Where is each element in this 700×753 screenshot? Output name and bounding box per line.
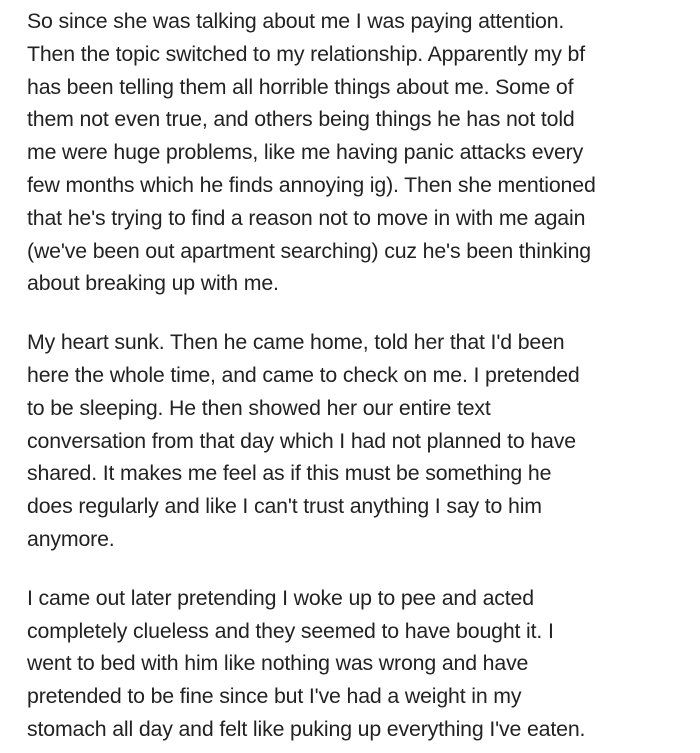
text-line: My heart sunk. Then he came home, told her that I'd been	[27, 330, 565, 355]
text-line: about breaking up with me.	[27, 271, 279, 296]
text-line: does regularly and like I can't trust anything I say to him	[27, 494, 542, 519]
text-line: shared. It makes me feel as if this must be something he	[27, 461, 552, 486]
text-line: me were huge problems, like me having panic attacks every	[27, 140, 584, 165]
text-line: pretended to be fine since but I've had a weight in my	[27, 684, 522, 709]
text-line: few months which he finds annoying ig). Then she mentioned	[27, 172, 596, 197]
text-line: here the whole time, and came to check on me. I pretended	[27, 362, 580, 387]
text-line: went to bed with him like nothing was wrong and have	[27, 651, 529, 676]
text-line: conversation from that day which I had not planned to have	[27, 428, 576, 453]
paragraph-1	[27, 5, 695, 300]
text-line: stomach all day and felt like puking up everything I've eaten.	[27, 716, 586, 741]
text-line: has been telling them all horrible things about me. Some of	[27, 74, 574, 99]
post-body	[27, 5, 695, 746]
text-line: completely clueless and they seemed to have bought it. I	[27, 618, 554, 643]
text-line: anymore.	[27, 526, 115, 551]
paragraph-3	[27, 582, 695, 746]
text-line: I came out later pretending I woke up to pee and acted	[27, 585, 534, 610]
text-line: (we've been out apartment searching) cuz he's been thinking	[27, 238, 591, 263]
text-line: So since she was talking about me I was paying attention.	[27, 9, 565, 33]
text-line: them not even true, and others being things he has not told	[27, 107, 575, 132]
paragraph-2	[27, 326, 695, 556]
text-line: Then the topic switched to my relationship. Apparently my bf	[27, 41, 586, 66]
text-line: that he's trying to find a reason not to move in with me again	[27, 205, 586, 230]
text-line: to be sleeping. He then showed her our entire text	[27, 395, 491, 420]
